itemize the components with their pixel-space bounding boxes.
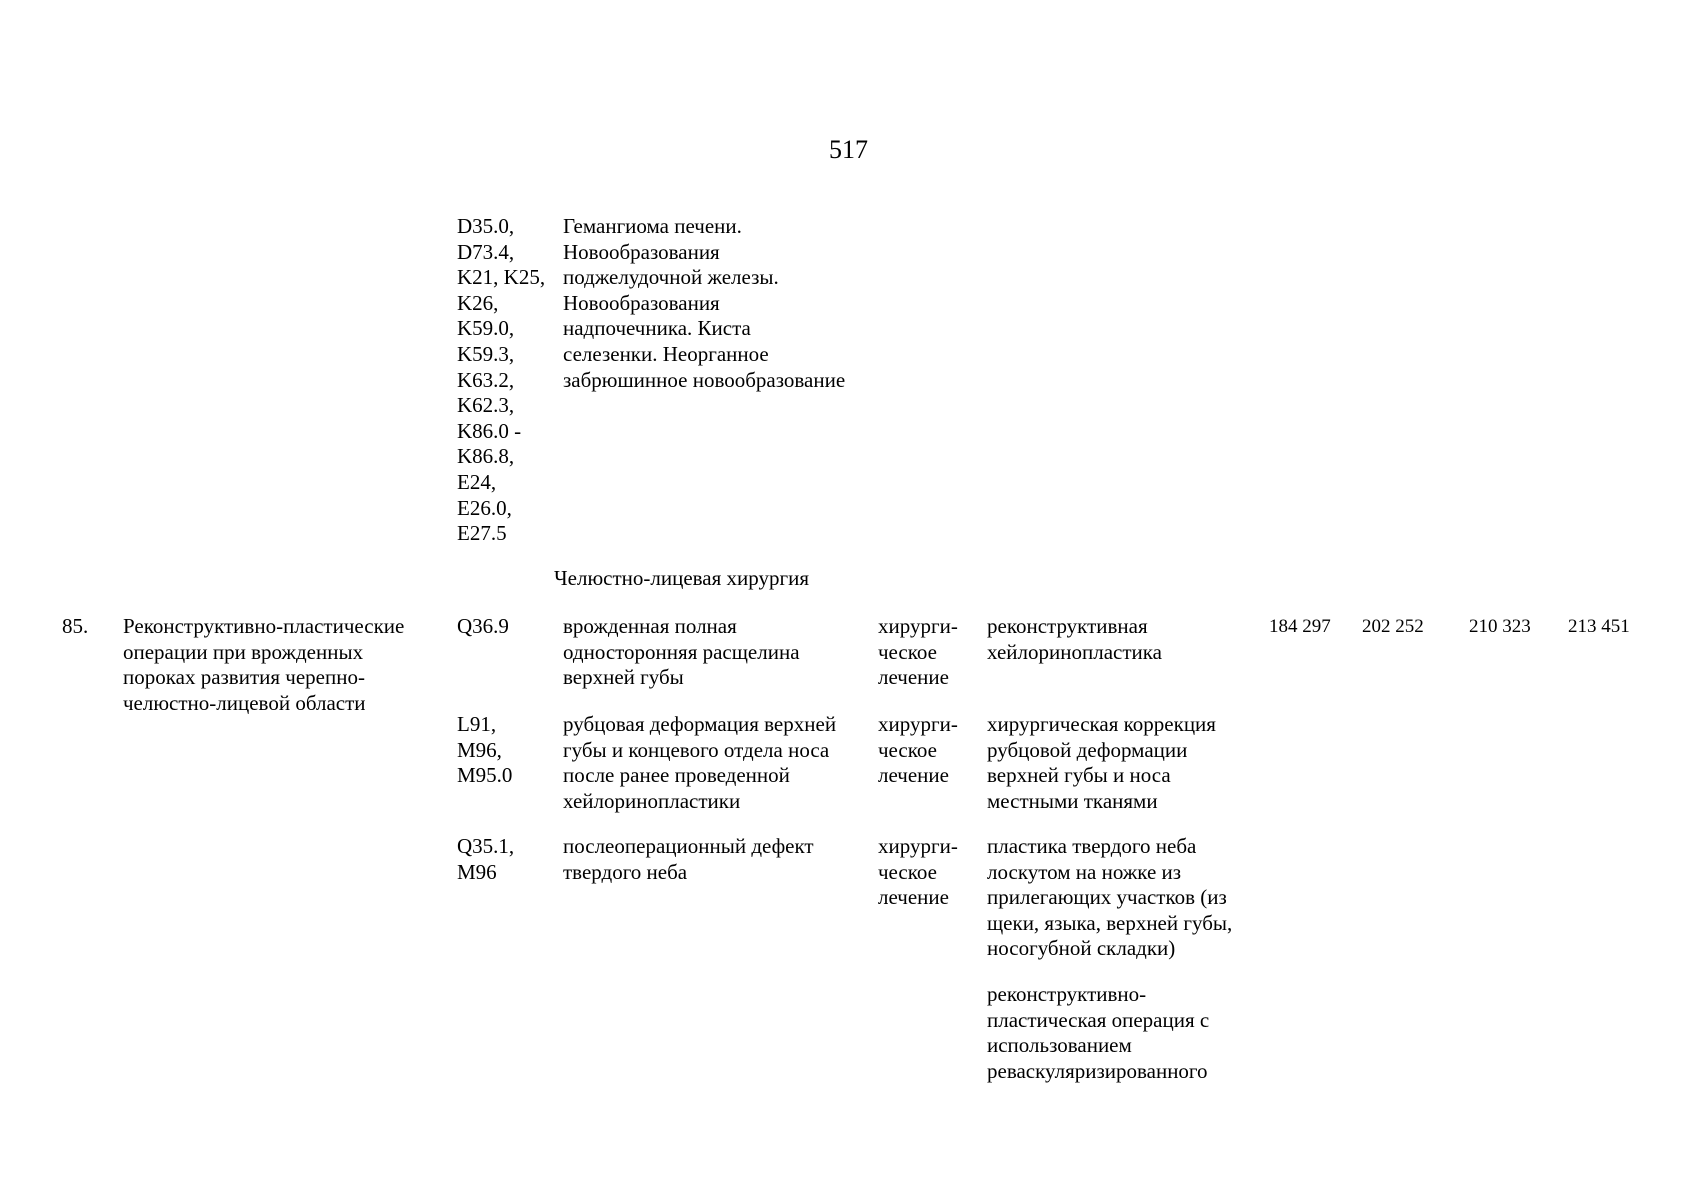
page-number: 517 [829,135,868,164]
icd-codes: L91, M96, M95.0 [457,712,513,788]
treatment-method-extra: реконструктивно- пластическая операция с использованием реваскуляризированного [987,982,1210,1083]
cost-value: 210 323 [1469,616,1531,637]
diagnosis: послеоперационный дефект твердого неба [563,834,814,884]
section-heading: Челюстно-лицевая хирургия [554,566,809,590]
icd-codes: Q35.1, M96 [457,834,515,884]
cost-value: 213 451 [1568,616,1630,637]
treatment-method: реконструктивная хейлоринопластика [987,614,1162,664]
cost-value: 202 252 [1362,616,1424,637]
treatment-type: хирурги- ческое лечение [878,712,958,788]
icd-codes: Q36.9 [457,614,509,638]
row-number: 85. [62,614,89,638]
treatment-method: хирургическая коррекция рубцовой деформации верхней губы и носа местными тканями [987,712,1216,813]
diagnosis: врожденная полная односторонняя расщелина верхней губы [563,614,800,690]
cost-value: 184 297 [1269,616,1331,637]
continuation-codes: D35.0, D73.4, K21, K25, K26, K59.0, K59.3, K63.2, K62.3, K86.0 - K86.8, E24, E26.0, E27.5 [457,214,546,546]
procedure-name: Реконструктивно-пластические операции при врожденных пороках развития черепно- челюстно-лицевой области [123,614,405,715]
treatment-method: пластика твердого неба лоскутом на ножке из прилегающих участков (из щеки, языка, верхней губы, носогубной складки) [987,834,1233,961]
continuation-diagnosis: Гемангиома печени. Новообразования поджелудочной железы. Новообразования надпочечника. Киста селезенки. Неорганное забрюшинное новообразование [563,214,846,392]
treatment-type: хирурги- ческое лечение [878,834,958,910]
diagnosis: рубцовая деформация верхней губы и концевого отдела носа после ранее проведенной хейлоринопластики [563,712,837,813]
treatment-type: хирурги- ческое лечение [878,614,958,690]
